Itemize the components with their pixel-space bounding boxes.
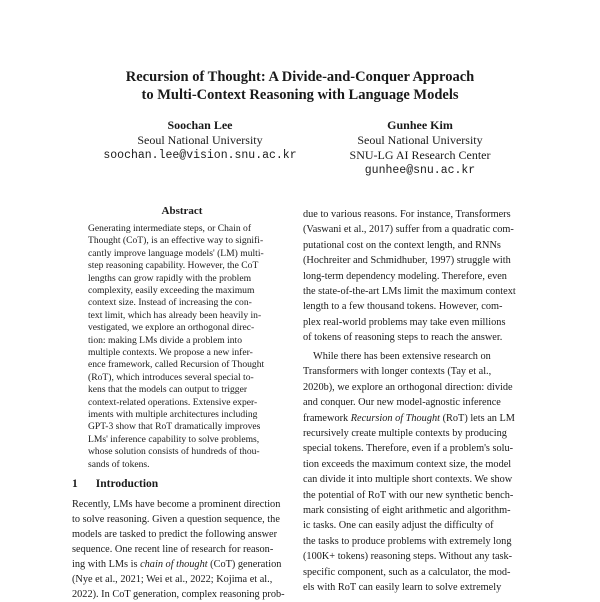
body-line: models are tasked to predict the following answer <box>72 529 278 540</box>
abstract-line: Thought (CoT), is an effective way to signifi- <box>88 235 264 247</box>
body-text: (CoT) generation <box>210 559 282 570</box>
body-line: sequence. One recent line of research for reason- <box>72 544 274 555</box>
body-line: ic tasks. One can easily adjust the difficulty of <box>303 520 494 532</box>
body-line: mark consisting of eight arithmetic and algorithm- <box>303 505 511 516</box>
author-name: Soochan Lee <box>167 118 233 132</box>
author-email: soochan.lee@vision.snu.ac.kr <box>103 149 297 162</box>
abstract-line: lengths can grow rapidly with the problem <box>88 272 252 284</box>
author-affiliation: Seoul National University <box>357 133 483 147</box>
body-text: framework <box>303 412 349 424</box>
paper-title-line-2: to Multi-Context Reasoning with Language Models <box>141 87 459 103</box>
abstract-line: ence framework, called Recursion of Thought <box>88 359 265 371</box>
abstract-line: sands of tokens. <box>88 458 150 470</box>
body-line: of tokens of reasoning steps to reach the answer. <box>303 332 503 344</box>
author-block-2 <box>300 118 540 179</box>
body-line <box>303 411 531 426</box>
abstract-heading: Abstract <box>161 205 203 217</box>
author-affiliation: SNU-LG AI Research Center <box>349 148 491 162</box>
body-line: (Vaswani et al., 2017) suffer from a quadratic com- <box>303 224 514 236</box>
abstract-line: Generating intermediate steps, or Chain of <box>88 223 252 234</box>
body-line: 2020b), we explore an orthogonal direction: divide <box>303 381 513 393</box>
body-text: ing with LMs is <box>72 559 138 570</box>
body-line: can divide it into multiple short contexts. We show <box>303 474 513 486</box>
body-line: due to various reasons. For instance, Transformers <box>303 209 511 220</box>
body-line: Transformers with longer contexts (Tay et al., <box>303 366 492 378</box>
body-line: (100K+ tokens) reasoning steps. Without any task- <box>303 551 513 563</box>
body-line: specific component, such as a calculator, the mod- <box>303 566 511 578</box>
abstract-line: (RoT), which introduces several special to- <box>88 371 254 383</box>
abstract-line: context size. Instead of increasing the con- <box>88 297 252 309</box>
paper-title-line-1: Recursion of Thought: A Divide-and-Conquer Approach <box>125 69 475 85</box>
abstract-line: step reasoning capability. However, the CoT <box>88 260 259 272</box>
abstract-line: iments with multiple architectures including <box>88 409 258 420</box>
author-email: gunhee@snu.ac.kr <box>364 164 476 177</box>
abstract-line: vestigated, we explore an orthogonal direc- <box>88 322 255 334</box>
body-line: to solve reasoning. Given a question sequence, the <box>72 514 280 525</box>
body-line: tion exceeds the maximum context size, the model <box>303 458 512 470</box>
abstract-line: whose solution consists of hundreds of thou- <box>88 446 260 458</box>
body-line: els with RoT can easily learn to solve extremely <box>303 582 502 593</box>
body-line: (Nye et al., 2021; Wei et al., 2022; Kojima et al., <box>72 574 273 585</box>
body-line: long-term dependency modeling. Therefore, even <box>303 270 507 282</box>
body-line: recursively create multiple contexts by producing <box>303 428 507 439</box>
body-text: (RoT) lets an LM <box>442 412 515 424</box>
body-line: While there has been extensive research on <box>313 351 491 362</box>
abstract-line: GPT-3 show that RoT dramatically improves <box>88 421 261 433</box>
section-heading-introduction <box>72 477 158 491</box>
abstract-line: complexity, easily exceeding the maximum <box>88 285 255 296</box>
abstract-line: text limit, which has already been heavily in- <box>88 309 262 321</box>
body-line: 2022). In CoT generation, complex reasoning prob- <box>72 589 285 600</box>
body-line: the potential of RoT with our new synthetic bench- <box>303 489 514 501</box>
body-line: and conquer. Our new model-agnostic inference <box>303 397 501 409</box>
emphasis-text: chain of thought <box>140 559 208 570</box>
abstract-line: kens that the models can output to trigger <box>88 384 248 396</box>
section-number: 1 <box>72 478 78 490</box>
author-name: Gunhee Kim <box>387 118 453 132</box>
body-line <box>72 557 292 572</box>
section-title: Introduction <box>95 478 159 490</box>
abstract-line: multiple contexts. We propose a new infer- <box>88 347 253 358</box>
body-line: (Hochreiter and Schmidhuber, 1997) struggle with <box>303 255 511 267</box>
author-affiliation: Seoul National University <box>137 133 263 147</box>
body-line: special tokens. Therefore, even if a problem's solu- <box>303 443 514 455</box>
body-line: the state-of-the-art LMs limit the maximum context <box>303 286 516 297</box>
abstract-line: cantly improve language models' (LM) multi- <box>88 247 264 259</box>
author-block-1 <box>80 118 320 164</box>
abstract-line: LMs' inference capability to solve problems, <box>88 433 260 445</box>
body-line: Recently, LMs have become a prominent direction <box>72 499 281 510</box>
abstract-line: context-related operations. Extensive exper- <box>88 396 258 408</box>
body-line: the tasks to produce problems with extremely long <box>303 535 512 547</box>
abstract-line: tion: making LMs divide a problem into <box>88 334 243 346</box>
body-line: plex real-world problems may take even millions <box>303 316 506 328</box>
body-line: putational cost on the context length, and RNNs <box>303 239 501 251</box>
emphasis-text: Recursion of Thought <box>350 412 440 424</box>
body-line: length to a few thousand tokens. However, com- <box>303 301 503 313</box>
